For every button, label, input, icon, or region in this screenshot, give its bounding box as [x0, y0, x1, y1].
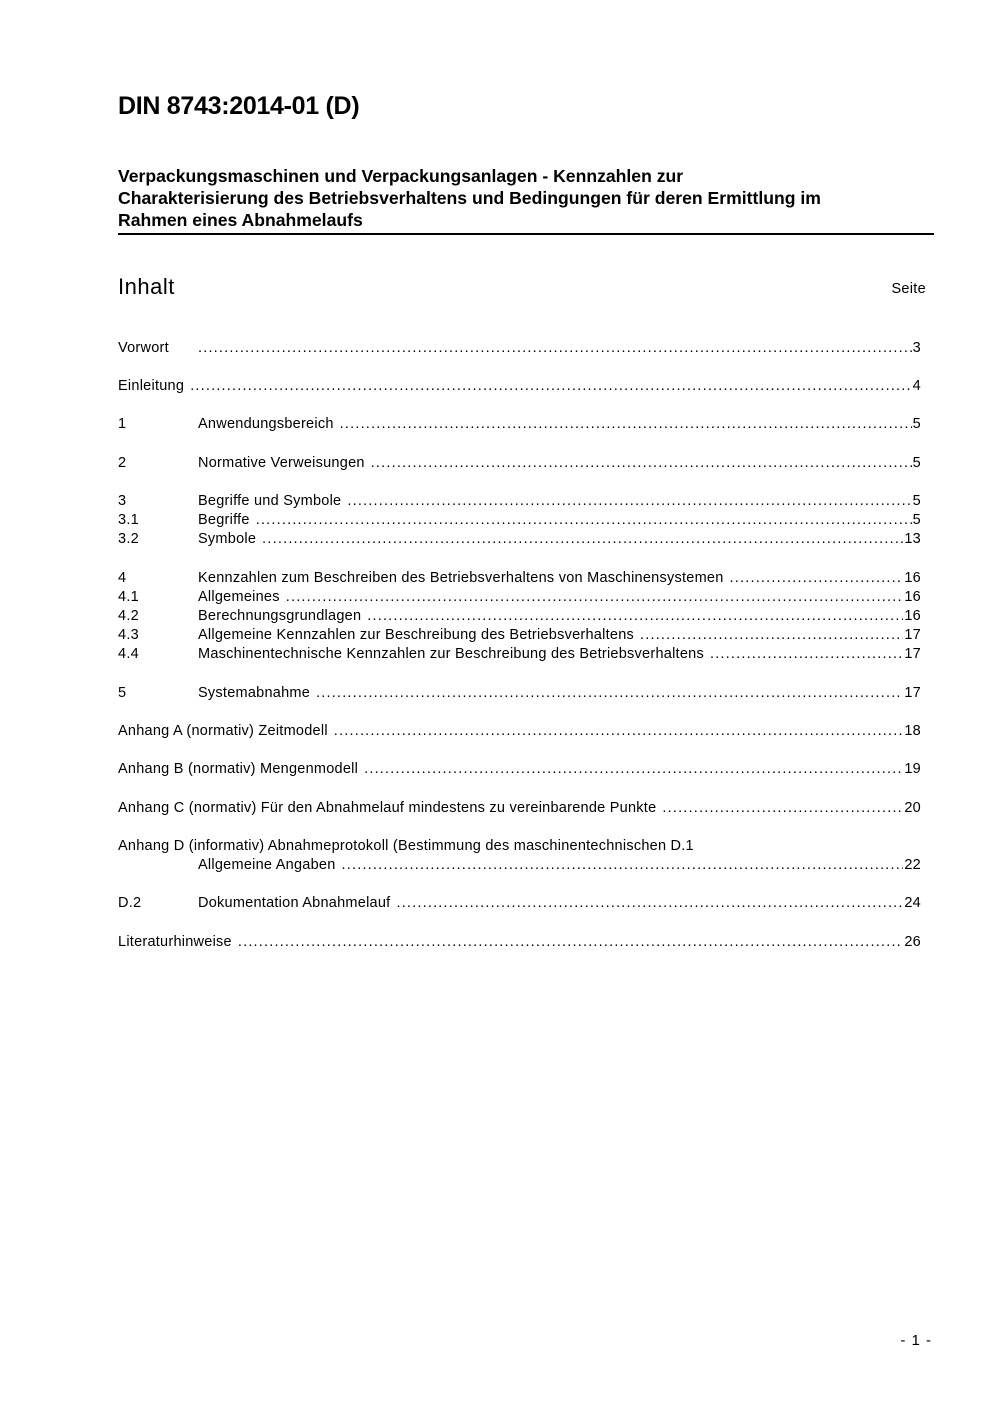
toc-entry-page: 5 — [912, 455, 921, 471]
toc-entry-number: D.2 — [118, 895, 142, 911]
toc-entry-page: 5 — [912, 493, 921, 509]
toc-leader — [286, 589, 904, 605]
toc-entry-3-1[interactable] — [118, 512, 921, 531]
toc-entry-title: Einleitung — [118, 378, 185, 394]
toc-entry-title: Literaturhinweise — [118, 934, 232, 950]
toc-entry-4[interactable] — [118, 570, 921, 589]
toc-entry-anhang-a[interactable] — [118, 723, 921, 742]
toc-entry-number: 4.1 — [118, 589, 139, 605]
toc-entry-page: 19 — [904, 761, 921, 777]
toc-leader — [347, 493, 911, 509]
toc-leader — [640, 627, 903, 643]
toc-leader — [334, 723, 904, 739]
title-line: Charakterisierung des Betriebsverhaltens und Bedingungen für deren Ermittlung im — [118, 188, 821, 208]
toc-leader — [367, 608, 903, 624]
toc-entry-vorwort[interactable] — [118, 340, 921, 359]
toc-leader — [342, 857, 904, 873]
toc-entry-number: 4 — [118, 570, 127, 586]
toc-entry-number: 1 — [118, 416, 127, 432]
toc-leader — [190, 378, 911, 394]
toc-entry-page: 16 — [904, 608, 921, 624]
toc-entry-2[interactable] — [118, 455, 921, 474]
toc-entry-page: 18 — [904, 723, 921, 739]
toc-entry-title: Kennzahlen zum Beschreiben des Betriebsverhaltens von Maschinensystemen — [198, 570, 724, 586]
toc-entry-literatur[interactable] — [118, 934, 921, 953]
toc-entry-number: 4.3 — [118, 627, 139, 643]
toc-entry-title: Anhang B (normativ) Mengenmodell — [118, 761, 359, 777]
toc-entry-anhang-d[interactable] — [118, 857, 921, 876]
toc-entry-page: 16 — [904, 570, 921, 586]
toc-entry-4-2[interactable] — [118, 608, 921, 627]
toc-entry-anhang-b[interactable] — [118, 761, 921, 780]
toc-entry-number: 3.2 — [118, 531, 139, 547]
toc-entry-page: 24 — [904, 895, 921, 911]
page-column-label: Seite — [891, 281, 926, 297]
toc-entry-page: 5 — [912, 416, 921, 432]
toc-entry-title: Anhang A (normativ) Zeitmodell — [118, 723, 328, 739]
toc-entry-4-1[interactable] — [118, 589, 921, 608]
toc-entry-title: Normative Verweisungen — [198, 455, 365, 471]
toc-leader — [396, 895, 903, 911]
toc-entry-page: 17 — [904, 685, 921, 701]
toc-entry-anhang-c[interactable] — [118, 800, 921, 819]
toc-leader — [662, 800, 903, 816]
toc-entry-4-3[interactable] — [118, 627, 921, 646]
toc-leader — [316, 685, 903, 701]
toc-entry-page: 17 — [904, 646, 921, 662]
toc-leader — [340, 416, 912, 432]
toc-heading: Inhalt — [118, 274, 175, 299]
toc-entry-1[interactable] — [118, 416, 921, 435]
toc-entry-title: Berechnungsgrundlagen — [198, 608, 362, 624]
toc-entry-number: 4.2 — [118, 608, 139, 624]
toc-leader — [730, 570, 904, 586]
toc-entry-title: Begriffe — [198, 512, 250, 528]
toc-entry-page: 17 — [904, 627, 921, 643]
toc-entry-number: 3.1 — [118, 512, 139, 528]
toc-entry-title: Symbole — [198, 531, 257, 547]
toc-entry-page: 16 — [904, 589, 921, 605]
toc-leader — [198, 340, 912, 356]
toc-entry-title: Allgemeines — [198, 589, 280, 605]
toc-leader — [262, 531, 903, 547]
toc-entry-page: 13 — [904, 531, 921, 547]
toc-entry-page: 20 — [904, 800, 921, 816]
toc-entry-title: Anwendungsbereich — [198, 416, 334, 432]
toc-leader — [710, 646, 903, 662]
toc-entry-5[interactable] — [118, 685, 921, 704]
toc-entry-d-2[interactable] — [118, 895, 921, 914]
toc-entry-einleitung[interactable] — [118, 378, 921, 397]
toc-leader — [256, 512, 912, 528]
toc-entry-3-2[interactable] — [118, 531, 921, 550]
document-id: DIN 8743:2014-01 (D) — [118, 92, 360, 120]
toc-entry-title: Allgemeine Angaben — [198, 857, 336, 873]
toc-leader — [364, 761, 903, 777]
toc-entry-page: 5 — [912, 512, 921, 528]
toc-entry-number: 4.4 — [118, 646, 139, 662]
toc-entry-page: 3 — [912, 340, 921, 356]
toc-entry-4-4[interactable] — [118, 646, 921, 665]
toc-entry-title: Allgemeine Kennzahlen zur Beschreibung des Betriebsverhaltens — [198, 627, 635, 643]
toc-entry-title: Systemabnahme — [198, 685, 311, 701]
toc-leader — [238, 934, 903, 950]
toc-entry-title: Dokumentation Abnahmelauf — [198, 895, 391, 911]
title-line: Rahmen eines Abnahmelaufs — [118, 210, 363, 230]
toc-entry-number: 2 — [118, 455, 127, 471]
toc-leader — [371, 455, 912, 471]
toc-entry-title: Maschinentechnische Kennzahlen zur Beschreibung des Betriebsverhaltens — [198, 646, 704, 662]
toc-entry-title: Vorwort — [118, 340, 169, 356]
toc-entry-3[interactable] — [118, 493, 921, 512]
toc-entry-title: Anhang C (normativ) Für den Abnahmelauf mindestens zu vereinbarende Punkte — [118, 800, 657, 816]
document-title — [118, 165, 934, 235]
toc-entry-anhang-d-heading[interactable]: Anhang D (informativ) Abnahmeprotokoll (Bestimmung des maschinentechnischen D.1 — [118, 838, 694, 854]
toc-entry-number: 3 — [118, 493, 127, 509]
toc-entry-page: 4 — [912, 378, 921, 394]
toc-entry-page: 22 — [904, 857, 921, 873]
toc-entry-number: 5 — [118, 685, 127, 701]
toc-entry-title: Begriffe und Symbole — [198, 493, 342, 509]
toc-entry-page: 26 — [904, 934, 921, 950]
page-number: - 1 - — [900, 1332, 932, 1349]
title-line: Verpackungsmaschinen und Verpackungsanlagen - Kennzahlen zur — [118, 166, 684, 186]
